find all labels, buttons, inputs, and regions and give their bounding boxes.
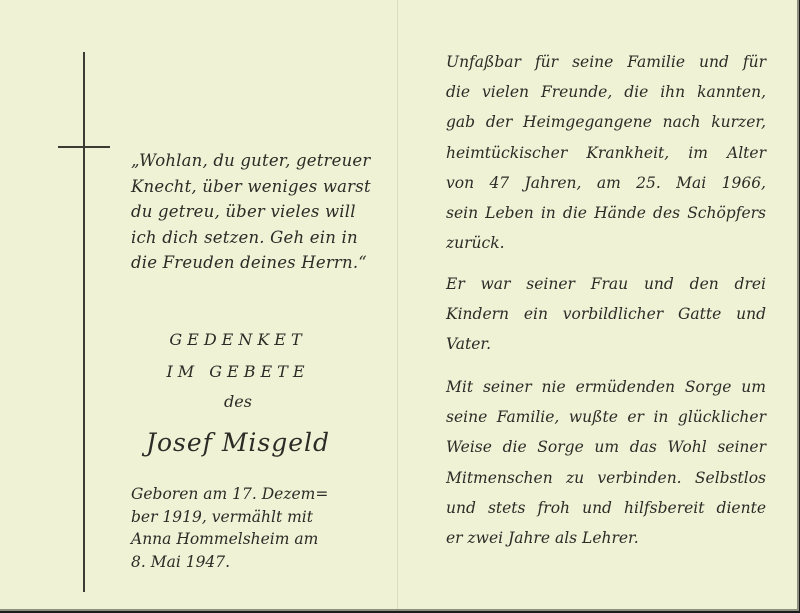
quote-line: Knecht, über weniges warst <box>131 176 371 196</box>
deceased-name: Josef Misgeld <box>145 428 331 457</box>
paragraph-line: seine Familie, wußte er in glücklicher <box>446 408 766 427</box>
paragraph-line: die vielen Freunde, die ihn kannten, <box>446 83 766 102</box>
born-line: Geboren am 17. Dezem= <box>131 485 329 503</box>
cross-icon <box>83 52 85 592</box>
memorial-heading <box>131 324 345 388</box>
paragraph-line: und stets froh und hilfsbereit diente <box>446 498 766 517</box>
cross-bar <box>58 146 110 148</box>
paragraph-line: Er war seiner Frau und den drei <box>446 275 766 293</box>
paragraph-line: zurück. <box>446 234 505 253</box>
paragraph-line: Mitmenschen zu verbinden. Selbstlos <box>446 468 766 487</box>
paragraph-line: Unfaßbar für seine Familie und für <box>446 53 766 71</box>
obituary-paragraph-2 <box>446 269 766 360</box>
bible-quote <box>131 148 371 276</box>
paragraph-line: Weise die Sorge um das Wohl seiner <box>446 438 766 457</box>
quote-line: ich dich setzen. Geh ein in <box>131 227 358 247</box>
birth-marriage-info <box>131 483 361 573</box>
paragraph-line: sein Leben in die Hände des Schöpfers <box>446 204 766 223</box>
obituary-paragraph-1 <box>446 47 766 258</box>
heading-des: des <box>224 392 252 411</box>
paragraph-line: er zwei Jahre als Lehrer. <box>446 529 639 548</box>
quote-line: du getreu, über vieles will <box>131 202 356 221</box>
paragraph-line: gab der Heimgegangene nach kurzer, <box>446 113 766 132</box>
paragraph-line: Kindern ein vorbildlicher Gatte und <box>446 305 766 324</box>
obituary-paragraph-3 <box>446 372 766 553</box>
heading-line-1: GEDENKET <box>169 330 307 349</box>
paragraph-line: Vater. <box>446 335 492 354</box>
born-line: Anna Hommelsheim am <box>131 530 319 548</box>
heading-line-2: IM GEBETE <box>166 362 310 381</box>
card-fold-line <box>397 0 398 609</box>
paragraph-line: von 47 Jahren, am 25. Mai 1966, <box>446 173 766 192</box>
paragraph-line: heimtückischer Krankheit, im Alter <box>446 143 766 162</box>
born-line: ber 1919, vermählt mit <box>131 507 313 526</box>
quote-line: „Wohlan, du guter, getreuer <box>131 151 371 170</box>
quote-line: die Freuden deines Herrn.“ <box>131 253 367 272</box>
born-line: 8. Mai 1947. <box>131 552 231 571</box>
paragraph-line: Mit seiner nie ermüdenden Sorge um <box>446 378 766 396</box>
